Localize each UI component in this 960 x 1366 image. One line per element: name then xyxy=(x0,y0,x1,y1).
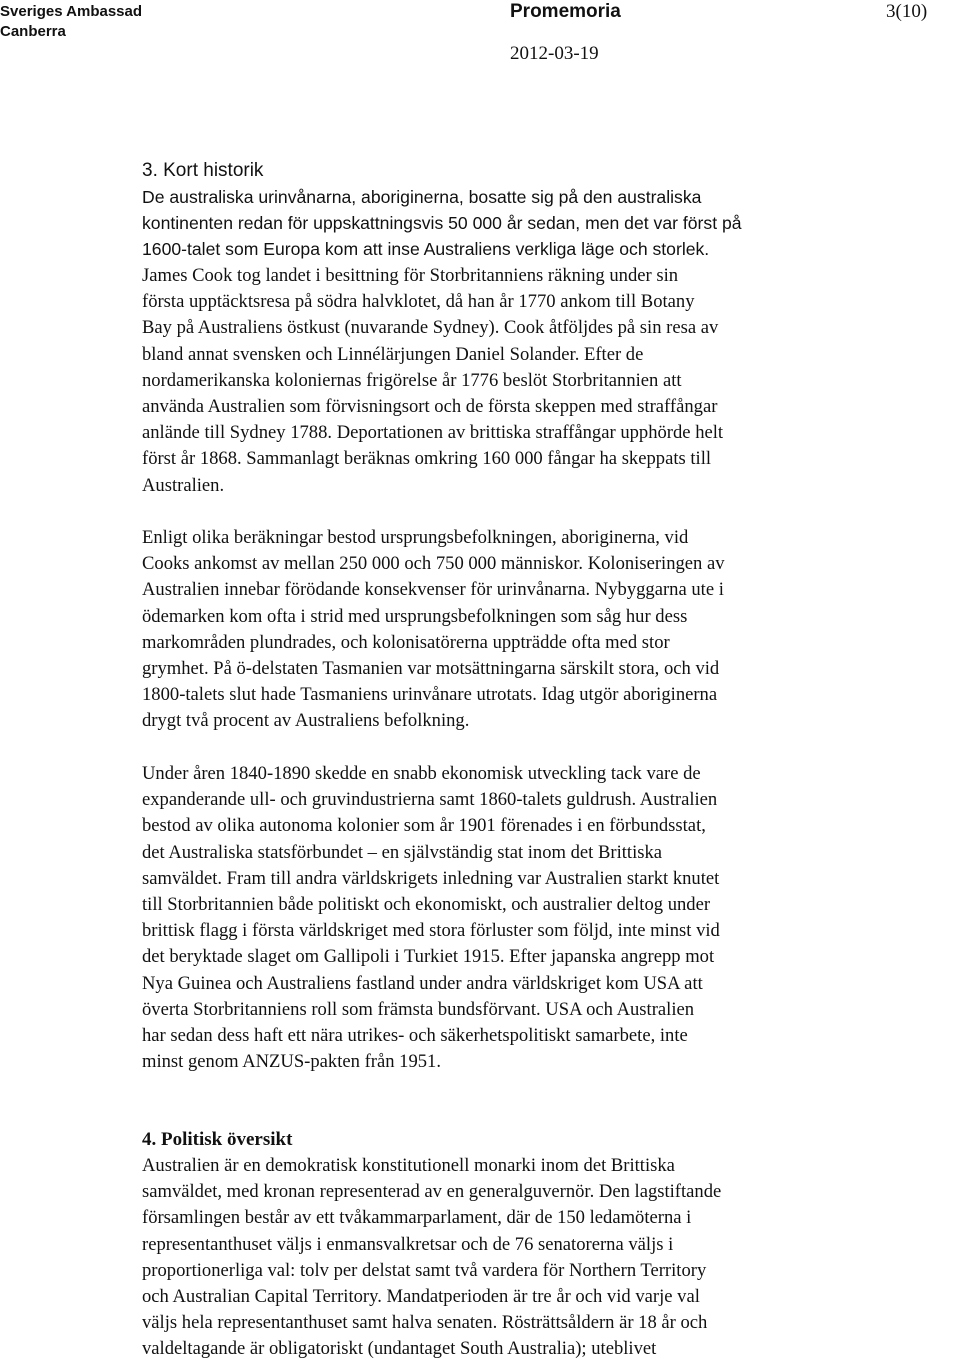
text-line: samväldet, med kronan representerad av en generalguvernör. Den lagstiftande xyxy=(142,1181,722,1203)
document-date: 2012-03-19 xyxy=(510,43,599,64)
text-line: Australien. xyxy=(142,474,225,496)
paragraph xyxy=(142,1153,842,1363)
document-type: Promemoria xyxy=(510,1,621,22)
text-line: nordamerikanska koloniernas frigörelse år 1776 beslöt Storbritannien att xyxy=(142,369,682,391)
paragraph xyxy=(142,525,842,735)
text-line: representanthuset väljs i enmansvalkretsar och de 76 senatorerna väljs i xyxy=(142,1233,674,1255)
paragraph xyxy=(142,184,842,263)
organization-name: Sveriges Ambassad xyxy=(0,3,143,20)
organization-city: Canberra xyxy=(0,23,66,40)
text-line: Australien är en demokratisk konstitutionell monarki inom det Brittiska xyxy=(142,1155,675,1176)
paragraph xyxy=(142,263,842,499)
text-line: Australien innebar förödande konsekvenser för urinvånarna. Nybyggarna ute i xyxy=(142,579,724,601)
text-line: det Australiska statsförbundet – en självständig stat inom det Brittiska xyxy=(142,841,663,863)
text-line: Enligt olika beräkningar bestod ursprungsbefolkningen, aboriginerna, vid xyxy=(142,527,689,548)
text-line: bestod av olika autonoma kolonier som år 1901 förenades i en förbundsstat, xyxy=(142,815,706,837)
text-line: Nya Guinea och Australiens fastland under andra världskriget kom USA att xyxy=(142,972,703,994)
section-heading: 3. Kort historik xyxy=(142,160,264,181)
text-line: kontinenten redan för uppskattningsvis 50 000 år sedan, men det var först på xyxy=(142,213,742,234)
section-heading: 4. Politisk översikt xyxy=(142,1129,293,1150)
text-line: valdeltagande är obligatoriskt (undantaget South Australia); uteblivet xyxy=(142,1338,657,1360)
text-line: proportionerliga val: tolv per delstat samt två vardera för Northern Territory xyxy=(142,1259,707,1281)
text-line: Under åren 1840-1890 skedde en snabb ekonomisk utveckling tack vare de xyxy=(142,763,701,784)
text-line: första upptäcktsresa på södra halvklotet, då han år 1770 ankom till Botany xyxy=(142,291,695,313)
text-line: minst genom ANZUS-pakten från 1951. xyxy=(142,1051,442,1073)
text-line: 1800-talets slut hade Tasmaniens urinvånare utrotats. Idag utgör aboriginerna xyxy=(142,684,718,706)
text-line: det beryktade slaget om Gallipoli i Turkiet 1915. Efter japanska angrepp mot xyxy=(142,946,715,968)
text-line: har sedan dess haft ett nära utrikes- och säkerhetspolitiskt samarbete, inte xyxy=(142,1025,688,1047)
paragraph xyxy=(142,761,842,1075)
text-line: bland annat svensken och Linnélärjungen Daniel Solander. Efter de xyxy=(142,343,644,365)
text-line: väljs hela representanthuset samt halva senaten. Rösträttsåldern är 18 år och xyxy=(142,1312,708,1334)
text-line: markområden plundrades, och kolonisatörerna uppträdde ofta med stor xyxy=(142,631,670,653)
text-line: ödemarken kom ofta i strid med ursprungsbefolkningen som såg hur dess xyxy=(142,605,688,627)
text-line: anlände till Sydney 1788. Deportationen av brittiska straffångar upphörde helt xyxy=(142,422,724,444)
text-line: församlingen består av ett tvåkammarparlament, där de 150 ledamöterna i xyxy=(142,1207,692,1229)
text-line: överta Storbritanniens roll som främsta bundsförvant. USA och Australien xyxy=(142,998,695,1020)
text-line: använda Australien som förvisningsort och de första skeppen med straffångar xyxy=(142,396,718,418)
text-line: 1600-talet som Europa kom att inse Australiens verkliga läge och storlek. xyxy=(142,239,710,260)
page-number: 3(10) xyxy=(886,1,928,22)
text-line: Bay på Australiens östkust (nuvarande Sydney). Cook åtföljdes på sin resa av xyxy=(142,317,719,339)
text-line: De australiska urinvånarna, aboriginerna, bosatte sig på den australiska xyxy=(142,187,702,207)
sender-block xyxy=(0,2,142,42)
text-line: James Cook tog landet i besittning för Storbritanniens räkning under sin xyxy=(142,265,679,286)
text-line: och Australian Capital Territory. Mandatperioden är tre år och vid varje val xyxy=(142,1286,700,1308)
text-line: Cooks ankomst av mellan 250 000 och 750 000 människor. Koloniseringen av xyxy=(142,553,725,575)
text-line: expanderande ull- och gruvindustrierna samt 1860-talets guldrush. Australien xyxy=(142,789,718,811)
text-line: drygt två procent av Australiens befolkning. xyxy=(142,710,470,732)
text-line: brittisk flagg i första världskriget med stora förluster som följd, inte minst vid xyxy=(142,920,720,942)
text-line: till Storbritannien både politiskt och ekonomiskt, och australier deltog under xyxy=(142,894,711,916)
text-line: först år 1868. Sammanlagt beräknas omkring 160 000 fångar ha skeppats till xyxy=(142,448,712,470)
text-line: samväldet. Fram till andra världskrigets inledning var Australien starkt knutet xyxy=(142,867,720,889)
text-line: grymhet. På ö-delstaten Tasmanien var motsättningarna särskilt stora, och vid xyxy=(142,658,720,680)
